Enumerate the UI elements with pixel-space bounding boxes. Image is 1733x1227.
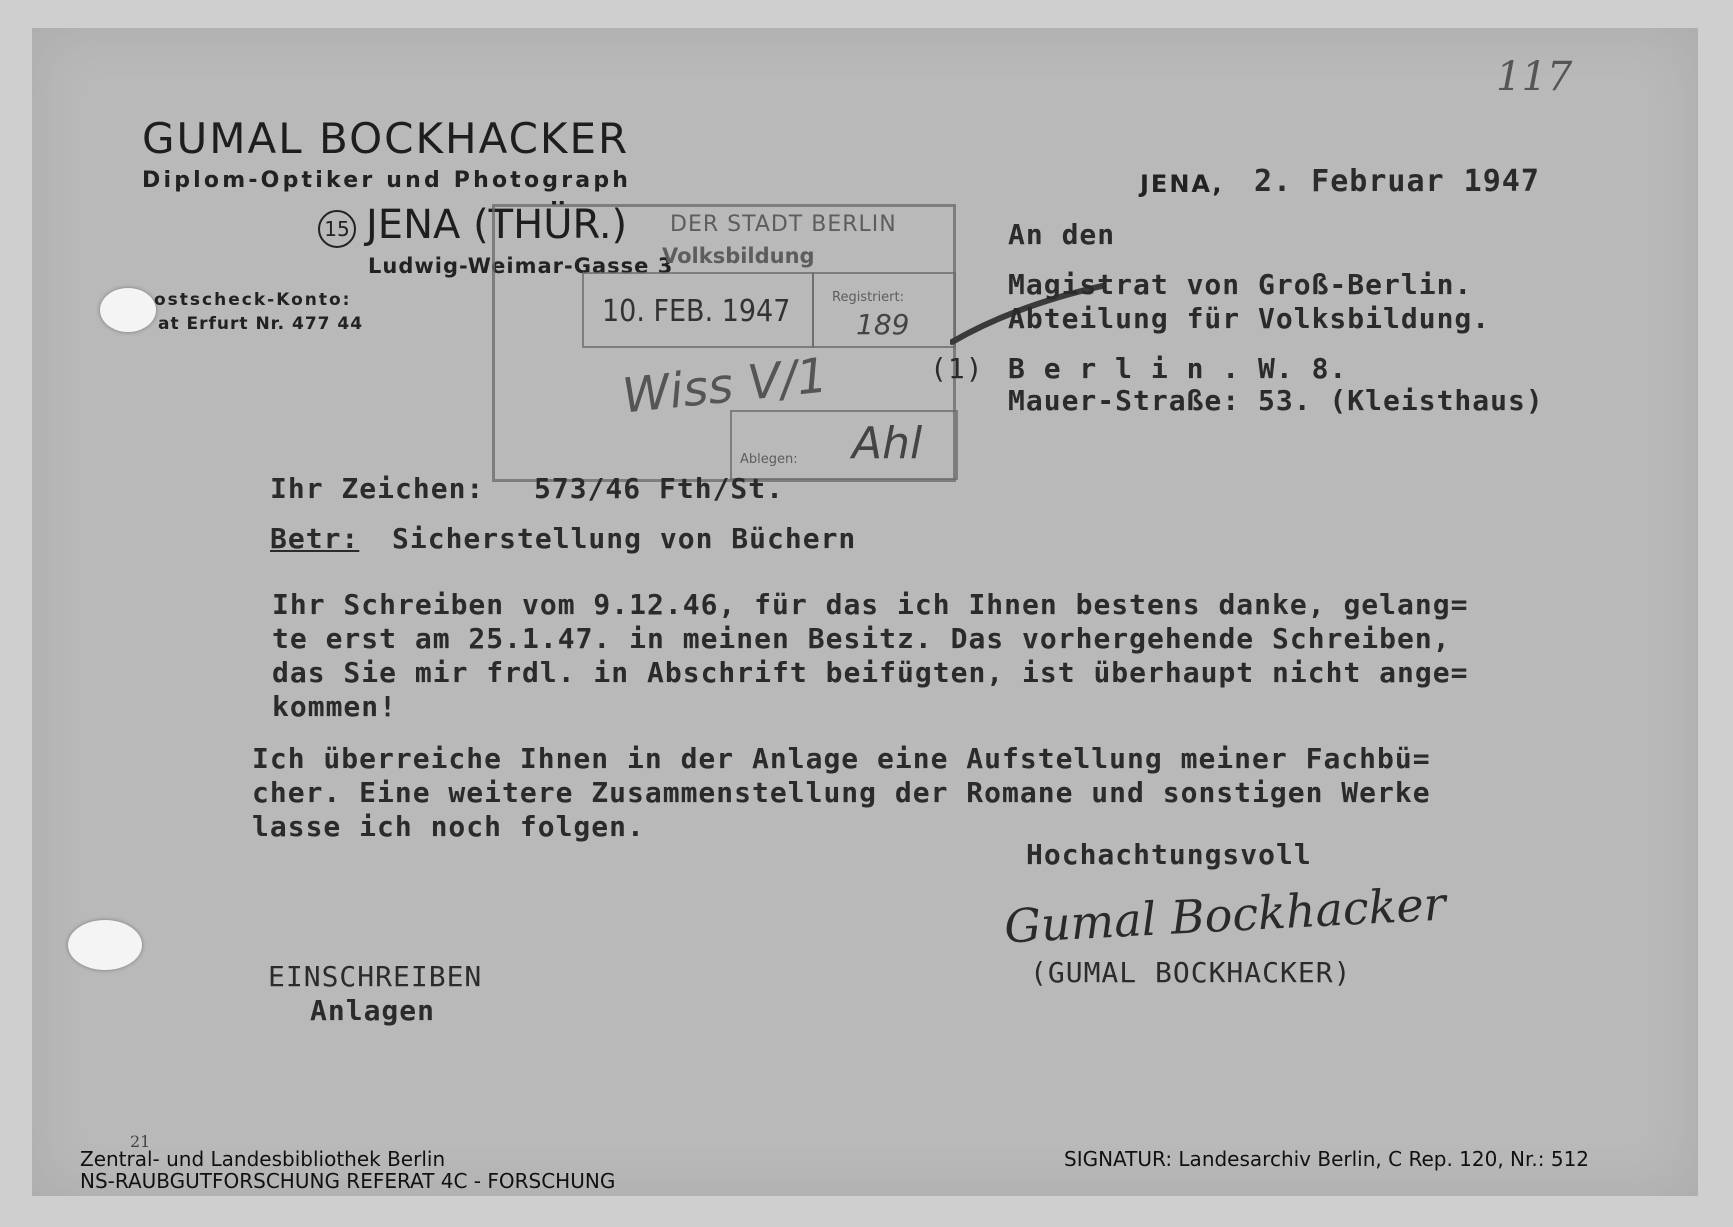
recipient-line-2: Magistrat von Groß-Berlin. xyxy=(1008,268,1473,301)
district-mark: (1) xyxy=(930,352,984,385)
body-p1-line-4: kommen! xyxy=(272,690,398,723)
body-p1-line-1: Ihr Schreiben vom 9.12.46, für das ich Ihnen bestens danke, gelang= xyxy=(272,588,1469,621)
signature: Gumal Bockhacker xyxy=(1002,876,1447,954)
footer-department: NS-RAUBGUTFORSCHUNG REFERAT 4C - FORSCHUNG xyxy=(80,1169,616,1193)
stamp-registered-number: 189 xyxy=(856,308,910,341)
punch-hole-bottom xyxy=(68,920,142,970)
date-value: 2. Februar 1947 xyxy=(1254,164,1540,199)
signatory-name: (GUMAL BOCKHACKER) xyxy=(1030,956,1352,989)
received-stamp-filed-box xyxy=(730,410,958,480)
reference-value: 573/46 Fth/St. xyxy=(534,472,785,505)
stamp-received-date: 10. FEB. 1947 xyxy=(602,294,791,329)
recipient-line-4: B e r l i n . W. 8. xyxy=(1008,352,1348,385)
enclosure-attachments: Anlagen xyxy=(310,994,436,1027)
stamp-department: Volksbildung xyxy=(662,244,815,268)
stamp-filed-label: Ablegen: xyxy=(740,452,798,467)
body-p2-line-3: lasse ich noch folgen. xyxy=(252,810,645,843)
date-place: JENA, xyxy=(1140,170,1224,198)
stamp-registered-label: Registriert: xyxy=(832,290,904,305)
letterhead-city: JENA (THÜR.) xyxy=(366,202,628,248)
letterhead-profession: Diplom-Optiker und Photograph xyxy=(142,168,632,193)
archive-number: 117 xyxy=(1496,54,1573,100)
recipient-line-1: An den xyxy=(1008,218,1116,251)
letterhead-street: Ludwig-Weimar-Gasse 3 xyxy=(368,254,674,278)
stamp-filed-initials: Ahl xyxy=(852,418,923,469)
stamp-header: DER STADT BERLIN xyxy=(670,212,897,237)
recipient-line-5: Mauer-Straße: 53. (Kleisthaus) xyxy=(1008,384,1544,417)
account-value: at Erfurt Nr. 477 44 xyxy=(158,314,364,334)
stamp-handwritten-ref: Wiss V/1 xyxy=(619,347,830,425)
subject-value: Sicherstellung von Büchern xyxy=(392,522,857,555)
body-p1-line-2: te erst am 25.1.47. in meinen Besitz. Das vorhergehende Schreiben, xyxy=(272,622,1451,655)
page-mark: 21 xyxy=(130,1132,151,1151)
body-p2-line-1: Ich überreiche Ihnen in der Anlage eine Aufstellung meiner Fachbü= xyxy=(252,742,1431,775)
recipient-line-3: Abteilung für Volksbildung. xyxy=(1008,302,1491,335)
letterhead-name: GUMAL BOCKHACKER xyxy=(142,114,630,163)
footer-left xyxy=(80,1148,615,1192)
subject-label: Betr: xyxy=(270,522,360,555)
footer-signature-ref: SIGNATUR: Landesarchiv Berlin, C Rep. 120, Nr.: 512 xyxy=(1064,1147,1590,1171)
enclosure-registered: EINSCHREIBEN xyxy=(268,960,483,993)
postal-district-number: 15 xyxy=(324,217,350,241)
body-p1-line-3: das Sie mir frdl. in Abschrift beifügten, ist überhaupt nicht ange= xyxy=(272,656,1469,689)
closing: Hochachtungsvoll xyxy=(1026,838,1312,871)
reference-label: Ihr Zeichen: xyxy=(270,472,485,505)
footer-library: Zentral- und Landesbibliothek Berlin xyxy=(80,1147,446,1171)
punch-hole-top xyxy=(100,288,156,332)
account-label: ostscheck-Konto: xyxy=(154,290,352,310)
body-p2-line-2: cher. Eine weitere Zusammenstellung der Romane und sonstigen Werke xyxy=(252,776,1431,809)
postal-district-badge xyxy=(318,210,356,248)
